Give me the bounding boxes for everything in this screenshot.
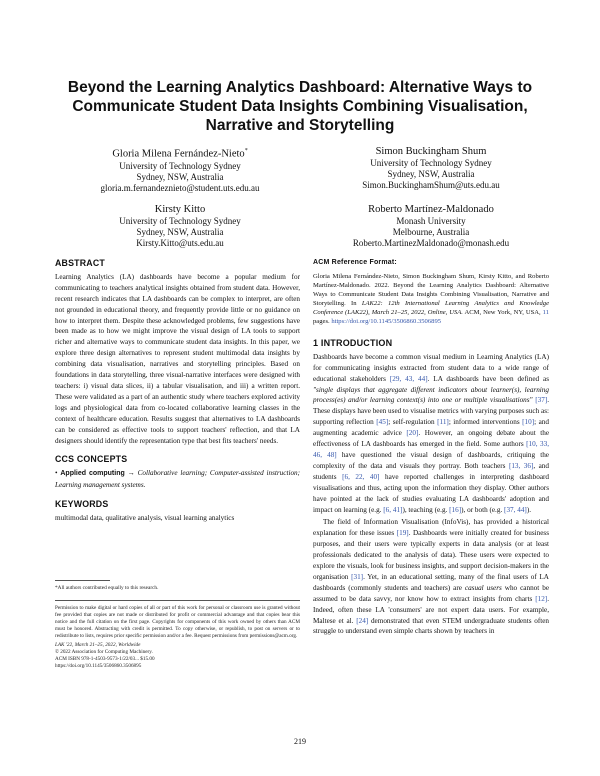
abstract-text: Learning Analytics (LA) dashboards have become a popular medium for communicating to teachers analytical insights obtained from student data. However, recent research indicates that LA dashboards can be complex to interpret, are often not grounded in educational theory, and frequently provide little or no guidance on how to interpret them. Despite these acknowledged problems, few suggestions have been made as to how we might improve the visual design of LA tools to support richer and alternative ways to communicate student data insights. In this paper, we explore three design alternatives to represent student multimodal data insights by combining data visualisation, narratives and storytelling principles. Based on foundations in data storytelling, three visual-narrative interfaces were designed with teachers: i) visual data slices, ii) a tabular visualisation, and iii) a written report. These were validated as a part of an authentic study where teachers explored activity logs and physiological data from co-located collaborative learning classes in the context of healthcare education. Results suggest that alternatives to LA dashboards can be considered as effective tools to support teachers' reflection, and that LA designers should identify the representation type that best fits teachers' needs. [55, 272, 300, 445]
author-email[interactable]: Kirsty.Kitto@uts.edu.au [136, 238, 224, 249]
author-location: Sydney, NSW, Australia [387, 169, 475, 180]
citation[interactable]: [29, 43, 44] [389, 374, 428, 383]
author-4 [311, 203, 551, 250]
author-email[interactable]: Simon.BuckinghamShum@uts.edu.au [362, 180, 500, 191]
equal-contribution-mark: * [244, 148, 248, 154]
author-location: Melbourne, Australia [392, 227, 470, 238]
author-2 [311, 145, 551, 192]
ccs-heading: CCS CONCEPTS [55, 454, 128, 465]
intro-paragraph-1: Dashboards have become a common visual medium in Learning Analytics (LA) for communicating insights extracted from student data to a wide range of educational stakeholders [29, 43, 44]. LA dashboards have been defined as "single displays that aggregate different indicators about learner(s), learning process(es) and/or learning context(s) into one or multiple visualisations" [37]. These displays have been used to visualise metrics with varying purposes such as: supporting reflection [45]; self-regulation [11]; informed interventions [10]; and augmenting academic advice [20]. However, an ongoing debate about the effectiveness of LA dashboards has emerged in the field. Some authors [10, 33, 46, 48] have questioned the visual design of dashboards, critiquing the complexity of the data and visuals they portray. Both teachers [13, 36], and students [6, 22, 40] have reported challenges in interpreting dashboard visualisations and thus, acting upon the information they display. Other authors have pointed at the lack of studies evaluating LA dashboards' adoption and impact on learning (e.g. [6, 41]), teaching (e.g. [16]), or both (e.g. [37, 44]). [313, 352, 550, 514]
citation[interactable]: [20] [406, 429, 419, 438]
citation[interactable]: [24] [356, 616, 369, 625]
reference-format-heading: ACM Reference Format: [313, 259, 397, 266]
permission-text: Permission to make digital or hard copies of all or part of this work for personal or classroom use is granted without fee provided that copies are not made or distributed for profit or commercial advantage and that copies bear this notice and the full citation on the first page. Copyrights for components of this work owned by others than ACM must be honored. Abstracting with credit is permitted. To copy otherwise, or republish, to post on servers or to redistribute to lists, requires prior specific permission and/or a fee. Request permissions from permissions@acm.org. [55, 605, 300, 639]
isbn-line: ACM ISBN 978-1-4503-9573-1/22/03... $15.00 [55, 656, 155, 662]
introduction-section [313, 338, 549, 637]
paper-title: Beyond the Learning Analytics Dashboard: Alternative Ways to Communicate Student Data Insights Combining Visualisation, Narrative and Storytelling [67, 79, 533, 134]
doi-line[interactable]: https://doi.org/10.1145/3506860.3506895 [55, 663, 142, 669]
author-email[interactable]: Roberto.MartinezMaldonado@monash.edu [352, 238, 510, 249]
author-location: Sydney, NSW, Australia [136, 227, 224, 238]
citation[interactable]: [16] [449, 505, 462, 514]
citation[interactable]: [6, 41] [383, 505, 403, 514]
keywords-text: multimodal data, qualitative analysis, visual learning analytics [55, 514, 235, 523]
author-email[interactable]: gloria.m.fernandeznieto@student.uts.edu.au [100, 182, 260, 193]
citation[interactable]: [19] [396, 529, 409, 538]
author-affiliation: University of Technology Sydney [119, 216, 241, 226]
page-number: 219 [294, 737, 306, 746]
reference-format-section [313, 258, 549, 326]
footnote: *All authors contributed equally to this research. [55, 585, 159, 591]
ccs-text: Collaborative learning; Computer-assisted instruction; Learning management systems. [55, 469, 301, 490]
author-1 [60, 145, 300, 194]
keywords-section [55, 499, 300, 524]
introduction-heading: 1 INTRODUCTION [313, 337, 393, 348]
author-affiliation: University of Technology Sydney [370, 158, 492, 168]
ccs-bullet: • [55, 469, 58, 478]
author-name: Gloria Milena Fernández-Nieto [112, 148, 245, 160]
citation[interactable]: [13, 36] [508, 461, 534, 470]
reference-doi-link[interactable]: https://doi.org/10.1145/3506860.3506895 [331, 317, 442, 325]
right-column [313, 258, 549, 645]
author-affiliation: University of Technology Sydney [119, 160, 241, 171]
citation[interactable]: [45] [376, 418, 389, 427]
citation[interactable]: [10] [522, 418, 535, 427]
citation[interactable]: [31] [351, 572, 364, 581]
copyright-line: © 2022 Association for Computing Machinery. [55, 649, 153, 655]
abstract-section [55, 258, 300, 446]
ccs-section [55, 454, 300, 491]
citation[interactable]: [12] [535, 594, 548, 603]
citation[interactable]: [37, 44] [504, 505, 527, 514]
citation[interactable]: [11] [437, 418, 449, 427]
permission-block [55, 605, 300, 670]
keywords-heading: KEYWORDS [55, 499, 109, 510]
ccs-arrow: → [127, 469, 135, 478]
permission-divider [55, 600, 300, 601]
reference-format-text: Gloria Milena Fernández-Nieto, Simon Buckingham Shum, Kirsty Kitto, and Roberto Martínez-Maldonado. 2022. Beyond the Learning Analytics Dashboard: Alternative Ways to Communicate Student Data Insights Combining Visualisation, Narrative and Storytelling. In LAK22: 12th International Learning Analytics and Knowledge Conference (LAK22), March 21–25, 2022, Online, USA. ACM, New York, NY, USA, 11 pages. https://doi.org/10.1145/3506860.3506895 [313, 272, 549, 325]
conference-line: LAK '22, March 21–25, 2022, Worldwide [55, 642, 141, 648]
footnote-divider [55, 580, 110, 581]
citation[interactable]: [37] [535, 396, 548, 405]
left-column [55, 258, 300, 532]
citation[interactable]: [6, 22, 40] [342, 472, 380, 481]
author-affiliation: Monash University [396, 216, 466, 226]
author-location: Sydney, NSW, Australia [136, 171, 224, 182]
author-name: Roberto Martínez-Maldonado [368, 204, 494, 215]
citation[interactable]: [10, 33, 46, 48] [313, 440, 549, 459]
ccs-strong: Applied computing [60, 470, 125, 478]
author-name: Kirsty Kitto [154, 204, 206, 215]
author-name: Simon Buckingham Shum [375, 146, 487, 157]
abstract-heading: ABSTRACT [55, 258, 105, 268]
author-3 [60, 203, 300, 250]
intro-paragraph-2: The field of Information Visualisation (InfoVis), has provided a historical explanation for these issues [19]. Dashboards were initially created for business purposes, and their users were typically experts in data analysis (or at least professionals dedicated to the analysis of data). These users were expected to explore the visuals, look for business insights, and support decision-makers in the organisation [31]. Yet, in an educational setting, many of the final users of LA dashboards (commonly students and teachers) are casual users who cannot be assumed to be data savvy, nor know how to extract insights from charts [12]. Indeed, often these LA 'consumers' are not expert data users. For example, Maltese et al. [24] demonstrated that even STEM undergraduate students often struggle to understand even simple charts shown by teachers in [313, 518, 550, 636]
